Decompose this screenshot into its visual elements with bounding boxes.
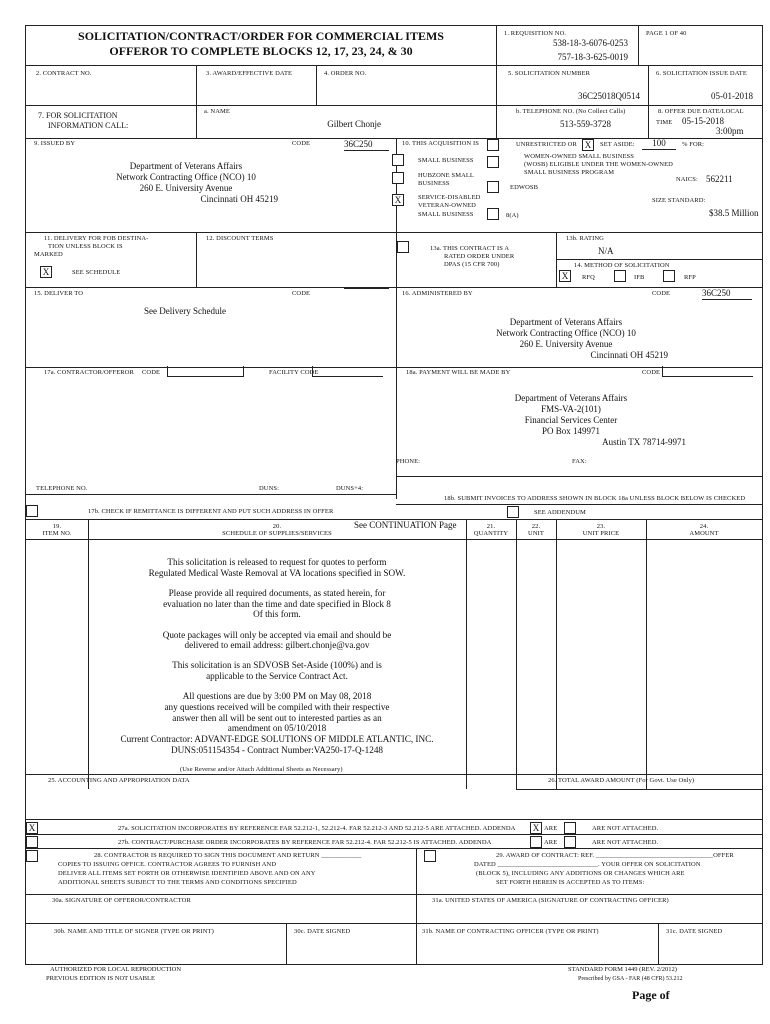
- remittance-checkbox[interactable]: [26, 505, 38, 517]
- payment-line3: Financial Services Center: [524, 415, 618, 425]
- block29-line1: 29. AWARD OF CONTRACT: REF. ___________________________________OFFER: [496, 852, 734, 859]
- block8-time-label: TIME: [656, 119, 673, 126]
- set-aside-label: SET ASIDE:: [600, 141, 635, 148]
- ifb-checkbox[interactable]: [614, 270, 626, 282]
- schedule-line: This solicitation is an SDVOSB Set-Aside (100%) and is: [172, 660, 382, 671]
- block13-line3: DPAS (15 CFR 700): [444, 261, 500, 268]
- schedule-line: Current Contractor: ADVANT-EDGE SOLUTIONS OF MIDDLE ATLANTIC, INC.: [120, 734, 434, 745]
- block7-name-label: a. NAME: [204, 108, 230, 115]
- payment-line2: FMS-VA-2(101): [541, 404, 601, 414]
- schedule-line: evaluation no later than the time and date specified in Block 8: [163, 598, 391, 609]
- block30a-label: 30a. SIGNATURE OF OFFEROR/CONTRACTOR: [52, 897, 191, 904]
- schedule-line: DUNS:051154354 - Contract Number:VA250-17-Q-1248: [170, 744, 384, 755]
- schedule-line: delivered to email address: gilbert.chonje@va.gov: [184, 640, 370, 651]
- col24-label: AMOUNT: [689, 530, 719, 537]
- see-addendum-label: SEE ADDENDUM: [534, 509, 586, 516]
- block28-line3: DELIVER ALL ITEMS SET FORTH OR OTHERWISE IDENTIFIED ABOVE AND ON ANY: [58, 870, 316, 877]
- schedule-para-5: [92, 691, 462, 755]
- duns-label: DUNS:: [259, 485, 280, 492]
- set-aside-for: % FOR:: [682, 141, 705, 148]
- block16-code[interactable]: 36C250: [702, 288, 752, 300]
- duns4-label: DUNS+4:: [336, 485, 364, 492]
- block7-label-1: 7. FOR SOLICITATION: [38, 111, 118, 120]
- eight-a-label: 8(A): [506, 212, 519, 219]
- col20-number: 20.: [272, 523, 282, 530]
- block11-line3: MARKED: [34, 251, 63, 258]
- sf1449-form: [25, 25, 763, 965]
- block27a-are-checkbox[interactable]: X: [530, 822, 542, 834]
- block17-code-field[interactable]: [167, 366, 244, 377]
- rating-value[interactable]: N/A: [598, 246, 614, 256]
- schedule-para-2: [92, 588, 462, 620]
- fob-destination-checkbox[interactable]: X: [40, 266, 52, 278]
- requisition-no-2[interactable]: 757-18-3-625-0019: [557, 52, 628, 62]
- administered-by-line2: Network Contracting Office (NCO) 10: [496, 328, 636, 338]
- sdvosb-line3: SMALL BUSINESS: [418, 211, 474, 218]
- schedule-line: This solicitation is released to request for quotes to perform: [167, 557, 387, 567]
- requisition-no-1[interactable]: 538-18-3-6076-0253: [553, 38, 628, 48]
- block27b-are: ARE: [544, 839, 558, 846]
- col22-number: 22.: [531, 523, 541, 530]
- issued-by-line4: Cincinnati OH 45219: [200, 194, 278, 204]
- hubzone-line1: HUBZONE SMALL: [418, 172, 475, 179]
- block27b-not-attached: ARE NOT ATTACHED.: [592, 839, 659, 846]
- footer-prescribed: Prescribed by GSA - FAR (48 CFR) 53.212: [578, 976, 683, 982]
- page-count: PAGE 1 OF 40: [646, 30, 687, 37]
- schedule-para-3: [92, 630, 462, 651]
- unrestricted-checkbox[interactable]: [487, 139, 499, 151]
- rfq-label: RFQ: [582, 274, 595, 281]
- block29-line3: (BLOCK 5), INCLUDING ANY ADDITIONS OR CHANGES WHICH ARE: [476, 870, 685, 877]
- block31b-label: 31b. NAME OF CONTRACTING OFFICER (TYPE OR PRINT): [422, 928, 599, 935]
- block29-line2: DATED ______________________________. YOUR OFFER ON SOLICITATION: [474, 861, 701, 868]
- col22-label: UNIT: [528, 530, 544, 537]
- wosb-line1: WOMEN-OWNED SMALL BUSINESS: [524, 153, 634, 160]
- block15-label: 15. DELIVER TO: [34, 290, 84, 297]
- block27b-text: 27b. CONTRACT/PURCHASE ORDER INCORPORATES BY REFERENCE FAR 52.212-4. FAR 52.212-5 IS ATTACHED. ADDENDA: [118, 839, 492, 846]
- block27b-not-checkbox[interactable]: [564, 836, 576, 848]
- block28-line4: ADDITIONAL SHEETS SUBJECT TO THE TERMS AND CONDITIONS SPECIFIED: [58, 879, 297, 886]
- facility-code-field[interactable]: [312, 366, 383, 377]
- rfp-label: RFP: [684, 274, 696, 281]
- issued-by-line2: Network Contracting Office (NCO) 10: [116, 172, 256, 182]
- col23-number: 23.: [596, 523, 606, 530]
- col23-label: UNIT PRICE: [582, 530, 620, 537]
- block13-line1: 13a. THIS CONTRACT IS A: [430, 245, 510, 252]
- block29-line4: SET FORTH HEREIN IS ACCEPTED AS TO ITEMS:: [496, 879, 645, 886]
- payment-line1: Department of Veterans Affairs: [514, 393, 628, 403]
- rated-order-checkbox[interactable]: [397, 241, 409, 253]
- block27a-checkbox[interactable]: X: [26, 822, 38, 834]
- block28-checkbox[interactable]: [26, 850, 38, 862]
- set-aside-checkbox[interactable]: X: [582, 139, 594, 151]
- small-business-label: SMALL BUSINESS: [418, 157, 474, 164]
- see-addendum-checkbox[interactable]: [507, 506, 519, 518]
- administered-by-line4: Cincinnati OH 45219: [590, 350, 668, 360]
- schedule-line: answer then all will be sent out to interested parties as an: [172, 712, 382, 723]
- block28-line2: COPIES TO ISSUING OFFICE. CONTRACTOR AGREES TO FURNISH AND: [58, 861, 277, 868]
- block18-code-field[interactable]: [662, 366, 753, 377]
- schedule-line: amendment on 05/10/2018: [227, 723, 327, 734]
- continuation-note: See CONTINUATION Page: [354, 520, 457, 530]
- payment-phone-label: PHONE:: [396, 458, 421, 465]
- schedule-para-1: [92, 557, 462, 578]
- edwosb-label: EDWOSB: [510, 184, 539, 191]
- schedule-line: applicable to the Service Contract Act.: [206, 671, 348, 682]
- block6-label: 6. SOLICITATION ISSUE DATE: [656, 70, 747, 77]
- sdvosb-line2: VETERAN-OWNED: [418, 202, 476, 209]
- contact-name[interactable]: Gilbert Chonje: [327, 119, 381, 129]
- schedule-line: Please provide all required documents, as stated herein, for: [168, 587, 386, 598]
- block27a-not-attached: ARE NOT ATTACHED.: [592, 825, 659, 832]
- block11-line2: TION UNLESS BLOCK IS: [48, 243, 123, 250]
- block11-line1: 11. DELIVERY FOR FOB DESTINA-: [44, 235, 149, 242]
- issue-date[interactable]: 05-01-2018: [711, 91, 753, 101]
- block28-line1: 28. CONTRACTOR IS REQUIRED TO SIGN THIS DOCUMENT AND RETURN ____________: [94, 852, 362, 859]
- naics-label: NAICS:: [676, 176, 698, 183]
- block4-label: 4. ORDER NO.: [324, 70, 367, 77]
- block18-label: 18a. PAYMENT WILL BE MADE BY: [406, 369, 511, 376]
- block18-code-label: CODE: [642, 369, 661, 376]
- unrestricted-label: UNRESTRICTED OR: [516, 141, 577, 148]
- size-standard-label: SIZE STANDARD:: [652, 197, 706, 204]
- schedule-para-4: [92, 660, 462, 681]
- payment-line4: PO Box 149971: [541, 426, 600, 436]
- reverse-note: (Use Reverse and/or Attach Additional Sheets as Necessary): [180, 766, 343, 773]
- block15-code-label: CODE: [292, 290, 311, 297]
- deliver-to-value[interactable]: See Delivery Schedule: [144, 306, 226, 316]
- block27b-are-checkbox[interactable]: [530, 836, 542, 848]
- eight-a-checkbox[interactable]: [487, 208, 499, 220]
- col21-number: 21.: [486, 523, 496, 530]
- col19-label: ITEM NO.: [42, 530, 72, 537]
- edwosb-checkbox[interactable]: [487, 181, 499, 193]
- payment-line5: Austin TX 78714-9971: [602, 437, 686, 447]
- block17b-label: 17b. CHECK IF REMITTANCE IS DIFFERENT AND PUT SUCH ADDRESS IN OFFER: [88, 508, 334, 515]
- footer-reproduction: AUTHORIZED FOR LOCAL REPRODUCTION: [50, 966, 182, 973]
- block25-label: 25. ACCOUNTING AND APPROPRIATION DATA: [48, 777, 190, 784]
- offer-due-time[interactable]: 3:00pm: [716, 126, 744, 136]
- block29-checkbox[interactable]: [424, 850, 436, 862]
- offer-due-date[interactable]: 05-15-2018: [682, 116, 724, 126]
- block27a-not-checkbox[interactable]: [564, 822, 576, 834]
- ifb-label: IFB: [634, 274, 645, 281]
- block26-label: 26. TOTAL AWARD AMOUNT (For Govt. Use Only): [548, 777, 695, 784]
- schedule-line: All questions are due by 3:00 PM on May 08, 2018: [182, 691, 372, 702]
- block5-label: 5. SOLICITATION NUMBER: [508, 70, 591, 77]
- sdvosb-checkbox[interactable]: X: [392, 194, 404, 206]
- hubzone-checkbox[interactable]: [392, 172, 404, 184]
- block3-label: 3. AWARD/EFFECTIVE DATE: [206, 70, 293, 77]
- col24-number: 24.: [699, 523, 709, 530]
- issued-by-line1: Department of Veterans Affairs: [129, 161, 243, 171]
- block27a-text: 27a. SOLICITATION INCORPORATES BY REFERENCE FAR 52.212-1, 52.212-4. FAR 52.212-3 AND 52.212-5 ARE ATTACHED. ADDENDA: [118, 825, 516, 832]
- col20-label: SCHEDULE OF SUPPLIES/SERVICES: [222, 530, 332, 537]
- col19-number: 19.: [52, 523, 62, 530]
- schedule-text-block: [92, 557, 462, 765]
- col21-label: QUANTITY: [473, 530, 509, 537]
- block10-label: 10. THIS ACQUISITION IS: [402, 140, 479, 147]
- block9-code-label: CODE: [292, 140, 311, 147]
- block16-code-label: CODE: [652, 290, 671, 297]
- rfp-checkbox[interactable]: [663, 270, 675, 282]
- set-aside-percent[interactable]: 100: [642, 138, 676, 150]
- block8-label: 8. OFFER DUE DATE/LOCAL: [658, 108, 744, 115]
- block17-label: 17a. CONTRACTOR/OFFEROR: [44, 369, 134, 376]
- block7-label-2: INFORMATION CALL:: [48, 121, 129, 130]
- block2-label: 2. CONTRACT NO.: [36, 70, 92, 77]
- naics-code[interactable]: 562211: [706, 174, 733, 184]
- schedule-line: Regulated Medical Waste Removal at VA locations specified in SOW.: [148, 567, 406, 578]
- schedule-line: any questions received will be compiled with their respective: [164, 702, 390, 713]
- facility-code-label: FACILITY CODE: [269, 369, 319, 376]
- payment-fax-label: FAX:: [572, 458, 587, 465]
- block31a-label: 31a. UNITED STATES OF AMERICA (SIGNATURE OF CONTRACTING OFFICER): [432, 897, 669, 904]
- wosb-checkbox[interactable]: [487, 156, 499, 168]
- wosb-line2: (WOSB) ELIGIBLE UNDER THE WOMEN-OWNED: [524, 161, 673, 168]
- solicitation-number[interactable]: 36C25018Q0514: [577, 91, 640, 101]
- block30c-label: 30c. DATE SIGNED: [294, 928, 351, 935]
- contractor-phone-label: TELEPHONE NO.: [36, 485, 88, 492]
- small-business-checkbox[interactable]: [392, 154, 404, 166]
- footer-edition: PREVIOUS EDITION IS NOT USABLE: [46, 975, 155, 982]
- block9-code[interactable]: 36C250: [344, 139, 389, 151]
- hubzone-line2: BUSINESS: [418, 180, 450, 187]
- block27b-checkbox[interactable]: [26, 836, 38, 848]
- issued-by-line3: 260 E. University Avenue: [139, 183, 233, 193]
- contact-phone[interactable]: 513-559-3728: [560, 119, 611, 129]
- sdvosb-line1: SERVICE-DISABLED: [418, 194, 481, 201]
- form-title-line1: SOLICITATION/CONTRACT/ORDER FOR COMMERCIAL ITEMS: [78, 29, 444, 43]
- see-schedule-label: SEE SCHEDULE: [72, 269, 121, 276]
- block7-phone-label: b. TELEPHONE NO. (No Collect Calls): [516, 108, 626, 115]
- block1-label: 1. REQUISITION NO.: [504, 30, 567, 37]
- footer-page-of: Page of: [632, 988, 670, 1002]
- block18b-label: 18b. SUBMIT INVOICES TO ADDRESS SHOWN IN BLOCK 18a UNLESS BLOCK BELOW IS CHECKED: [444, 495, 746, 502]
- wosb-line3: SMALL BUSINESS PROGRAM: [524, 169, 615, 176]
- block16-label: 16. ADMINISTERED BY: [402, 290, 473, 297]
- block15-code[interactable]: [344, 288, 389, 289]
- block27a-are: ARE: [544, 825, 558, 832]
- administered-by-line1: Department of Veterans Affairs: [509, 317, 623, 327]
- block12-label: 12. DISCOUNT TERMS: [206, 235, 274, 242]
- schedule-line: Of this form.: [253, 609, 301, 620]
- block13-line2: RATED ORDER UNDER: [444, 253, 515, 260]
- form-title-line2: OFFEROR TO COMPLETE BLOCKS 12, 17, 23, 24, & 30: [109, 44, 413, 58]
- block30b-label: 30b. NAME AND TITLE OF SIGNER (TYPE OR PRINT): [54, 928, 214, 935]
- block31c-label: 31c. DATE SIGNED: [666, 928, 723, 935]
- block9-label: 9. ISSUED BY: [34, 140, 76, 147]
- administered-by-line3: 260 E. University Avenue: [519, 339, 613, 349]
- schedule-line: Quote packages will only be accepted via email and should be: [162, 629, 392, 640]
- rfq-checkbox[interactable]: X: [559, 270, 571, 282]
- block14-label: 14. METHOD OF SOLICITATION: [574, 262, 670, 269]
- footer-form-number: STANDARD FORM 1449 (REV. 2/2012): [568, 966, 677, 973]
- size-standard[interactable]: $38.5 Million: [709, 208, 759, 218]
- rating-label: 13b. RATING: [566, 235, 604, 242]
- block17-code-label: CODE: [142, 369, 161, 376]
